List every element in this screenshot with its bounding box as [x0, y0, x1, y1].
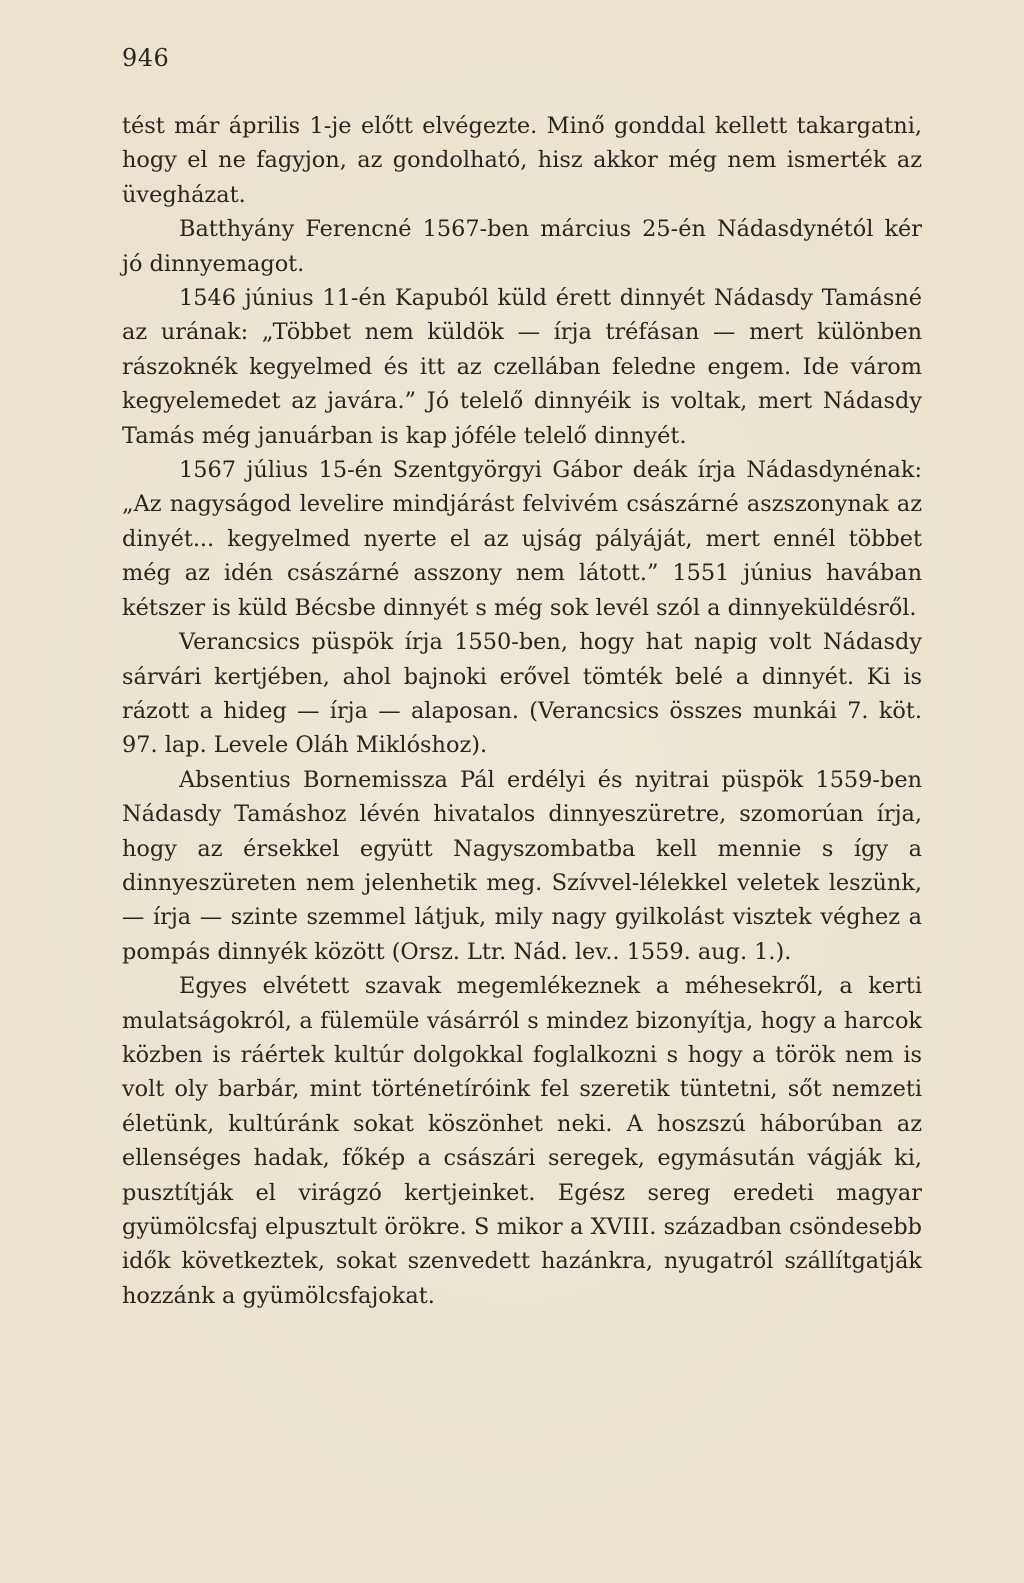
paragraph: Egyes elvétett szavak megemlékeznek a méhesekről, a kerti mulatságokról, a fülemüle vásárról s mindez bizonyítja, hogy a harcok közben is ráértek kultúr dolgokkal foglalkozni s hogy a török nem is volt oly barbár, mint történetíróink fel szeretik tüntetni, sőt nemzeti életünk, kultúránk sokat köszönhet neki. A hoszszú háborúban az ellenséges hadak, főkép a császári seregek, egymásután vágják ki, pusztítják el virágzó kertjeinket. Egész sereg eredeti magyar gyümölcsfaj elpusztult örökre. S mikor a XVIII. században csöndesebb idők következtek, sokat szenvedett hazánkra, nyugatról szállítgatják hozzánk a gyümölcsfajokat. [122, 973, 922, 1309]
paragraph: Batthyány Ferencné 1567-ben március 25-én Nádasdynétól kér jó dinnyemagot. [122, 216, 922, 277]
body-text [122, 109, 922, 1313]
paragraph: tést már április 1-je előtt elvégezte. Minő gonddal kellett takargatni, hogy el ne fagyjon, az gondolható, hisz akkor még nem ismerték az üvegházat. [122, 113, 922, 208]
page-number: 946 [122, 44, 170, 72]
paragraph: Verancsics püspök írja 1550-ben, hogy hat napig volt Nádasdy sárvári kertjében, ahol bajnoki erővel tömték belé a dinnyét. Ki is rázott a hideg — írja — alaposan. (Verancsics összes munkái 7. köt. 97. lap. Levele Oláh Miklóshoz). [122, 629, 922, 759]
paragraph: 1567 július 15-én Szentgyörgyi Gábor deák írja Nádasdynénak: „Az nagyságod levelire mindjárást felvivém császárné aszszonynak az dinyét... kegyelmed nyerte el az ujság pályáját, mert ennél többet még az idén császárné asszony nem látott.” 1551 június havában kétszer is küld Bécsbe dinnyét s még sok levél szól a dinnyeküldésről. [122, 457, 922, 621]
paragraph: 1546 június 11-én Kapuból küld érett dinnyét Nádasdy Tamásné az urának: „Többet nem küldök — írja tréfásan — mert különben rászoknék kegyelmed és itt az czellában feledne engem. Ide várom kegyelemedet az javára.” Jó telelő dinnyéik is voltak, mert Nádasdy Tamás még januárban is kap jóféle telelő dinnyét. [122, 285, 922, 449]
paragraph: Absentius Bornemissza Pál erdélyi és nyitrai püspök 1559-ben Nádasdy Tamáshoz lévén hivatalos dinnyeszüretre, szomorúan írja, hogy az érsekkel együtt Nagyszombatba kell mennie s így a dinnyeszüreten nem jelenhetik meg. Szívvel-lélekkel veletek leszünk, — írja — szinte szemmel látjuk, mily nagy gyilkolást visztek véghez a pompás dinnyék között (Orsz. Ltr. Nád. lev.. 1559. aug. 1.). [122, 766, 922, 965]
